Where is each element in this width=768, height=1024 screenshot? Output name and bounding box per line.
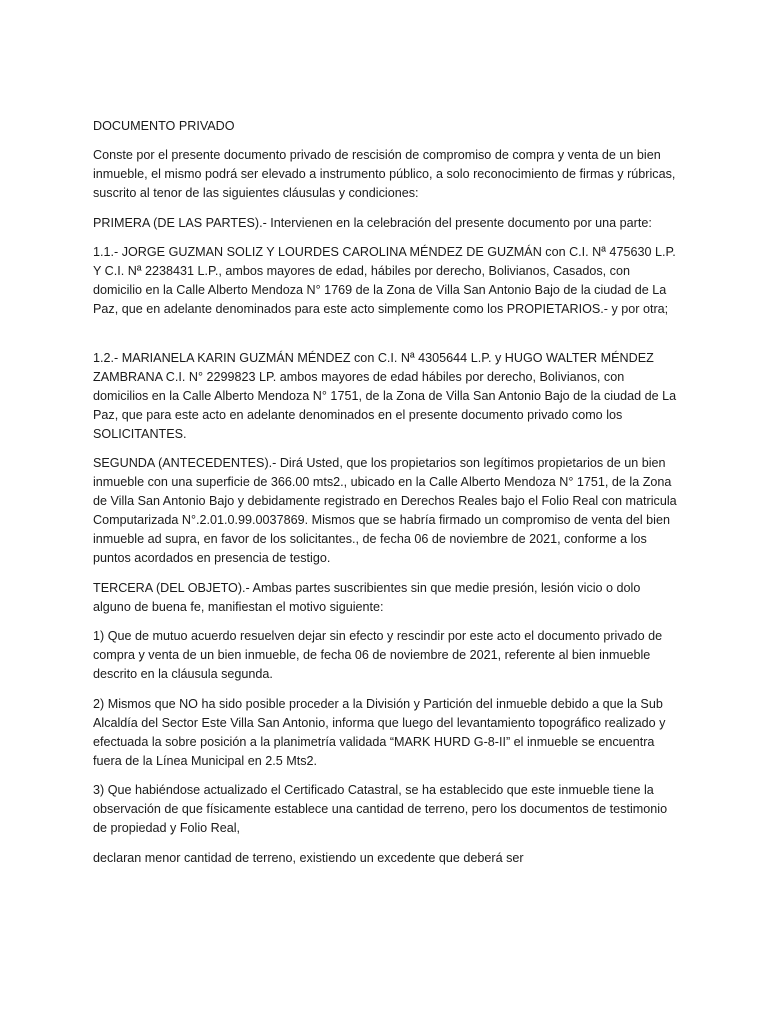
intro-paragraph: Conste por el presente documento privado de rescisión de compromiso de compra y venta de un bien inmueble, el mismo podrá ser elevado a instrumento público, a solo reconocimiento de firmas y rúbricas, suscrito al tenor de las siguientes cláusulas y condiciones: <box>93 148 676 200</box>
point-3-paragraph: 3) Que habiéndose actualizado el Certificado Catastral, se ha establecido que este inmueble tiene la observación de que físicamente establece una cantidad de terreno, pero los documentos de testimonio de propiedad y Folio Real, <box>93 783 668 835</box>
point-2-paragraph: 2) Mismos que NO ha sido posible proceder a la División y Partición del inmueble debido a que la Sub Alcaldía del Sector Este Villa San Antonio, informa que luego del levantamiento topográfico realizado y efectuada la sobre posición a la planimetría validada “MARK HURD G-8-II” el inmueble se encuentra fuera de la Línea Municipal en 2.5 Mts2. <box>93 696 666 768</box>
document-title: DOCUMENTO PRIVADO <box>93 119 235 133</box>
document-body <box>93 117 677 878</box>
point-1-paragraph: 1) Que de mutuo acuerdo resuelven dejar sin efecto y rescindir por este acto el documento privado de compra y venta de un bien inmueble, de fecha 06 de noviembre de 2021, referente al bien inmueble descrito en la cláusula segunda. <box>93 629 663 681</box>
clause-primera-heading: PRIMERA (DE LAS PARTES).- Intervienen en la celebración del presente documento por una parte: <box>93 215 652 230</box>
blank-line <box>93 330 677 349</box>
party-1-1-paragraph: 1.1.- JORGE GUZMAN SOLIZ Y LOURDES CAROLINA MÉNDEZ DE GUZMÁN con C.I. Nª 475630 L.P. Y C.I. Nª 2238431 L.P., ambos mayores de edad, hábiles por derecho, Bolivianos, Casados, con domicilio en la Calle Alberto Mendoza N° 1769 de la Zona de Villa San Antonio Bajo de la ciudad de La Paz, que en adelante denominados para este acto simplemente como los PROPIETARIOS.- y por otra; <box>93 245 676 316</box>
party-1-2-paragraph: 1.2.- MARIANELA KARIN GUZMÁN MÉNDEZ con C.I. Nª 4305644 L.P. y HUGO WALTER MÉNDEZ ZAMBRANA C.I. N° 2299823 LP. ambos mayores de edad hábiles por derecho, Bolivianos, con domicilios en la Calle Alberto Mendoza N° 1751, de la Zona de Villa San Antonio Bajo de la ciudad de La Paz, que para este acto en adelante denominados en el presente documento privado como los SOLICITANTES. <box>93 350 677 441</box>
clause-segunda-paragraph: SEGUNDA (ANTECEDENTES).- Dirá Usted, que los propietarios son legítimos propietarios de un bien inmueble con una superficie de 366.00 mts2., ubicado en la Calle Alberto Mendoza N° 1751, de la Zona de Villa San Antonio Bajo y debidamente registrado en Derechos Reales bajo el Folio Real con matricula Computarizada N°.2.01.0.99.0037869. Mismos que se habría firmado un compromiso de venta del bien inmueble ad supra, en favor de los solicitantes., de fecha 06 de noviembre de 2021, conforme a los puntos acordados en presencia de testigo. <box>93 456 677 565</box>
continuation-paragraph: declaran menor cantidad de terreno, existiendo un excedente que deberá ser <box>93 850 524 865</box>
clause-tercera-paragraph: TERCERA (DEL OBJETO).- Ambas partes suscribientes sin que medie presión, lesión vicio o dolo alguno de buena fe, manifiestan el motivo siguiente: <box>93 580 641 614</box>
